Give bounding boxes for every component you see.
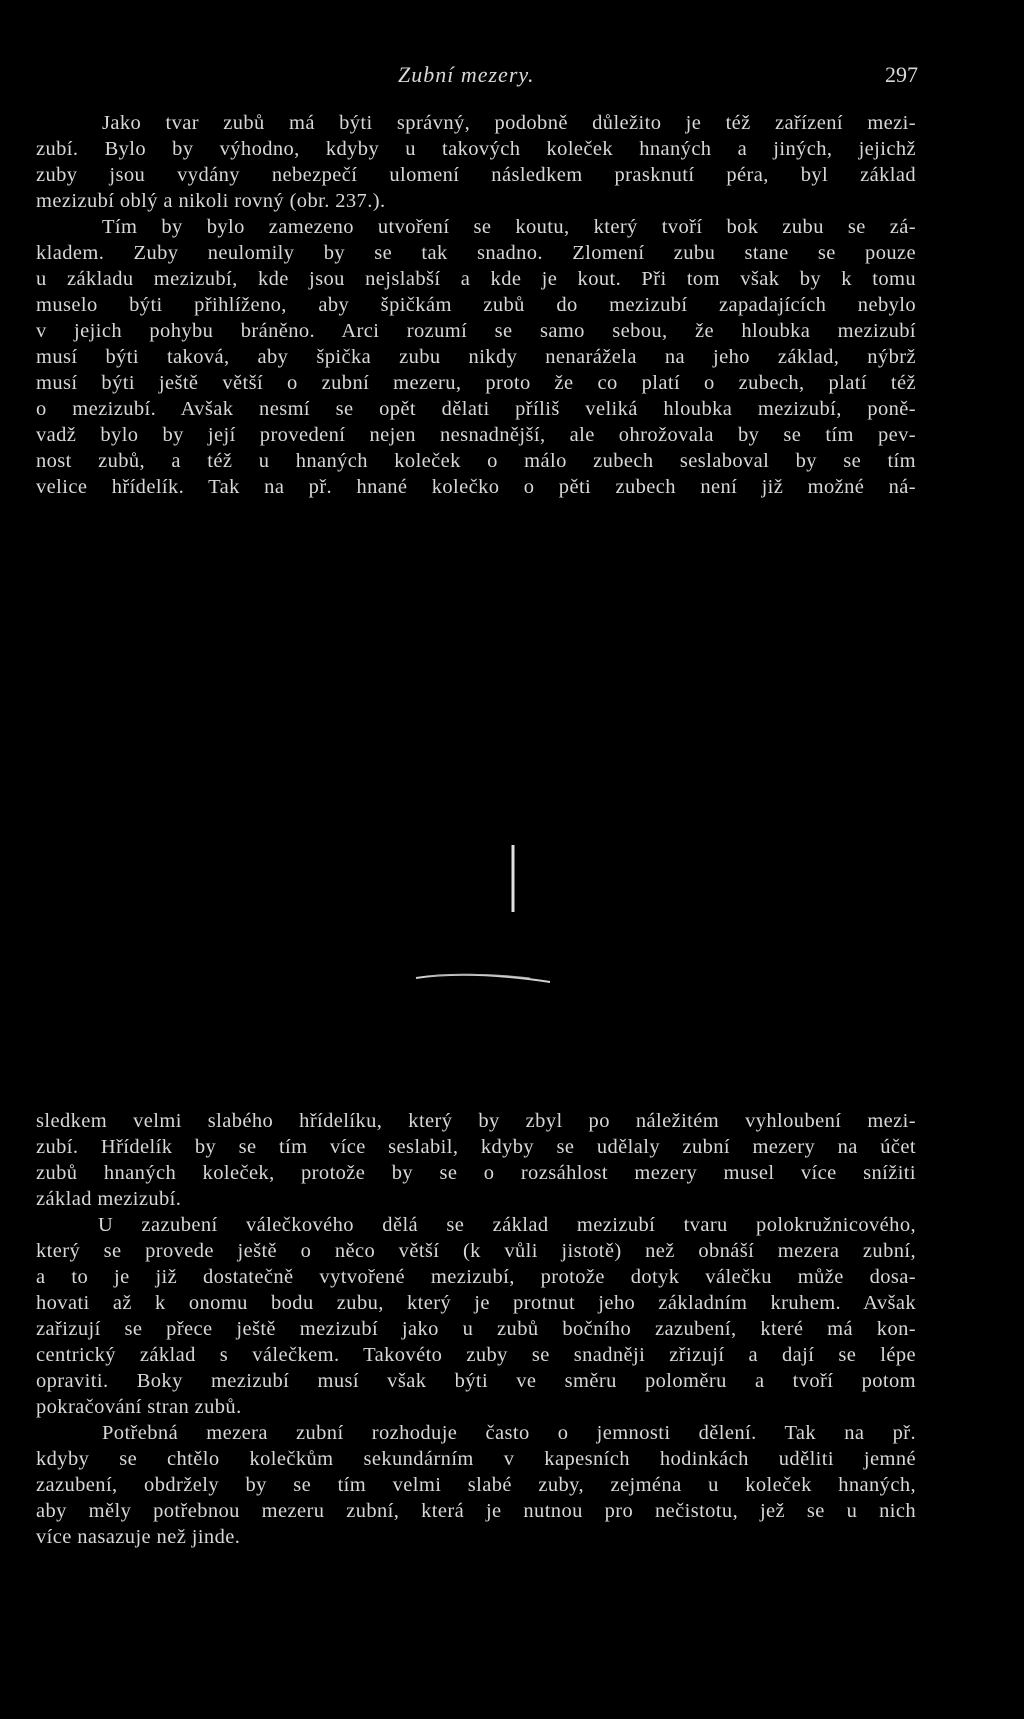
- text-line: Jako tvar zubů má býti správný, podobně důležito je též zařízení mezi-: [102, 112, 916, 134]
- text-line: a to je již dostatečně vytvořené mezizubí, protože dotyk válečku může dosa-: [36, 1266, 916, 1288]
- text-line: zubí. Hřídelík by se tím více seslabil, kdyby se udělaly zubní mezery na účet: [36, 1136, 916, 1158]
- text-line: vadž bylo by její provedení nejen nesnadnější, ale ohrožovala by se tím pev-: [36, 424, 916, 446]
- text-line: velice hřídelík. Tak na př. hnané kolečko o pěti zubech není již možné ná-: [36, 476, 916, 498]
- text-line: aby měly potřebnou mezeru zubní, která je nutnou pro nečistotu, jež se u nich: [36, 1500, 916, 1522]
- figure-237: [380, 840, 580, 1000]
- text-line: v jejich pohybu bráněno. Arci rozumí se samo sebou, že hloubka mezizubí: [36, 320, 916, 342]
- text-line: pokračování stran zubů.: [36, 1396, 242, 1418]
- text-line: zařizují se přece ještě mezizubí jako u zubů bočního zazubení, které má kon-: [36, 1318, 916, 1340]
- text-line: opraviti. Boky mezizubí musí však býti ve směru poloměru a tvoří potom: [36, 1370, 916, 1392]
- text-line: o mezizubí. Avšak nesmí se opět dělati příliš veliká hloubka mezizubí, poně-: [36, 398, 916, 420]
- text-line: který se provede ještě o něco větší (k vůli jistotě) než obnáší mezera zubní,: [36, 1240, 916, 1262]
- text-line: Potřebná mezera zubní rozhoduje často o jemnosti dělení. Tak na př.: [102, 1422, 916, 1444]
- text-line: Tím by bylo zamezeno utvoření se koutu, který tvoří bok zubu se zá-: [102, 216, 916, 238]
- text-line: zubů hnaných koleček, protože by se o rozsáhlost mezery musel více snížiti: [36, 1162, 916, 1184]
- text-line: zuby jsou vydány nebezpečí ulomení následkem prasknutí péra, byl základ: [36, 164, 916, 186]
- text-line: centrický základ s válečkem. Takovéto zuby se snadněji zřizují a dají se lépe: [36, 1344, 916, 1366]
- text-line: zazubení, obdržely by se tím velmi slabé zuby, zejména u koleček hnaných,: [36, 1474, 916, 1496]
- text-line: muselo býti přihlíženo, aby špičkám zubů do mezizubí zapadajících nebylo: [36, 294, 916, 316]
- text-line: zubí. Bylo by výhodno, kdyby u takových koleček hnaných a jiných, jejichž: [36, 138, 916, 160]
- text-line: musí býti taková, aby špička zubu nikdy nenarážela na jeho základ, nýbrž: [36, 346, 916, 368]
- text-line: základ mezizubí.: [36, 1188, 182, 1210]
- text-line: hovati až k onomu bodu zubu, který je protnut jeho základním kruhem. Avšak: [36, 1292, 916, 1314]
- running-header-title: Zubní mezery.: [398, 62, 535, 87]
- text-line: u základu mezizubí, kde jsou nejslabší a kde je kout. Při tom však by k tomu: [36, 268, 916, 290]
- text-line: sledkem velmi slabého hřídelíku, který by zbyl po náležitém vyhloubení mezi-: [36, 1110, 916, 1132]
- text-line: kladem. Zuby neulomily by se tak snadno. Zlomení zubu stane se pouze: [36, 242, 916, 264]
- text-line: více nasazuje než jinde.: [36, 1526, 241, 1548]
- text-line: nost zubů, a též u hnaných koleček o málo zubech seslaboval by se tím: [36, 450, 916, 472]
- text-line: mezizubí oblý a nikoli rovný (obr. 237.).: [36, 190, 386, 212]
- page-number: 297: [885, 62, 918, 87]
- text-line: U zazubení válečkového dělá se základ mezizubí tvaru polokružnicového,: [98, 1214, 916, 1236]
- text-line: musí býti ještě větší o zubní mezeru, proto že co platí o zubech, platí též: [36, 372, 916, 394]
- text-line: kdyby se chtělo kolečkům sekundárním v kapesních hodinkách uděliti jemné: [36, 1448, 916, 1470]
